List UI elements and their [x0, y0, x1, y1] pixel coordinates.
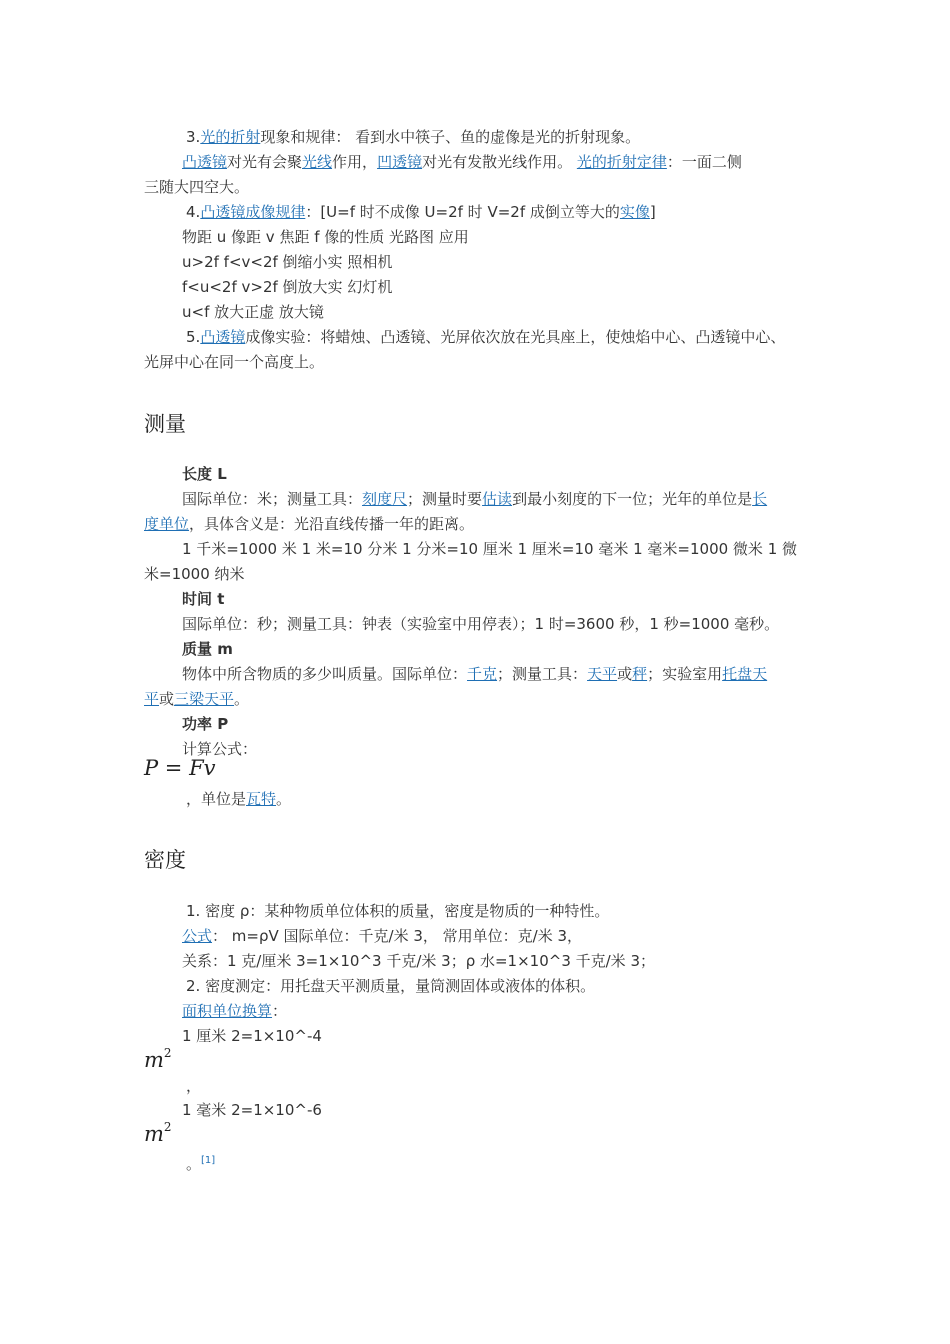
- link-imaging-rule[interactable]: 凸透镜成像规律: [200, 203, 306, 221]
- unit-square-meter-2: [144, 1122, 172, 1146]
- table-row: u>2f f<v<2f 倒缩小实 照相机: [182, 253, 393, 271]
- link-length-unit-cont[interactable]: 度单位: [144, 515, 190, 533]
- text: ；实验室用: [647, 665, 723, 683]
- link-length-unit[interactable]: 长: [752, 490, 768, 508]
- text: ：: [272, 1002, 288, 1020]
- link-real-image[interactable]: 实像: [619, 203, 650, 221]
- text: 。: [186, 1155, 202, 1173]
- text: ：[U=f 时不成像 U=2f 时 V=2f 成倒立等大的: [305, 203, 620, 221]
- subheading-mass: 质量 m: [182, 640, 233, 658]
- text: 物体中所含物质的多少叫质量。国际单位：: [182, 665, 468, 683]
- text: ，单位是: [186, 790, 247, 808]
- item-number: 4.: [186, 203, 201, 221]
- table-row: 物距 u 像距 v 焦距 f 像的性质 光路图 应用: [182, 228, 469, 246]
- text: 作用，: [332, 153, 378, 171]
- mass-line-cont: [144, 689, 249, 709]
- exponent: 2: [163, 1046, 172, 1060]
- link-convex-lens-2[interactable]: 凸透镜: [200, 328, 246, 346]
- link-watt[interactable]: 瓦特: [246, 790, 277, 808]
- link-concave-lens[interactable]: 凹透镜: [377, 153, 423, 171]
- density-item-2: 2. 密度测定：用托盘天平测质量，量筒测固体或液体的体积。: [186, 977, 596, 995]
- link-formula[interactable]: 公式: [182, 927, 213, 945]
- section-heading-density: 密度: [144, 848, 186, 872]
- optics-item-4: [186, 202, 656, 222]
- optics-item-3: [186, 127, 640, 147]
- time-line: 国际单位：秒；测量工具：钟表（实验室中用停表）；1 时=3600 秒，1 秒=1000 毫秒。: [182, 615, 780, 633]
- subheading-time: 时间 t: [182, 590, 225, 608]
- unit-square-meter: [144, 1048, 172, 1072]
- table-row: f<u<2f v>2f 倒放大实 幻灯机: [182, 278, 393, 296]
- item-text: 现象和规律： 看到水中筷子、鱼的虚像是光的折射现象。: [260, 128, 641, 146]
- link-kilogram[interactable]: 千克: [467, 665, 498, 683]
- link-refraction[interactable]: 光的折射: [200, 128, 261, 146]
- exponent: 2: [163, 1120, 172, 1134]
- power-unit-line: [186, 789, 291, 809]
- power-formula: P = Fv: [144, 756, 216, 780]
- length-line: [182, 489, 767, 509]
- table-row: u<f 放大正虚 放大镜: [182, 303, 324, 321]
- optics-item-5: [186, 327, 785, 347]
- formula-label: 计算公式：: [182, 740, 258, 758]
- text: 。: [276, 790, 292, 808]
- text: 国际单位：米；测量工具：: [182, 490, 363, 508]
- item-number: 5.: [186, 328, 201, 346]
- subheading-length: 长度 L: [182, 465, 227, 483]
- text: 对光有发散光线作用。: [422, 153, 577, 171]
- link-triple-beam[interactable]: 三梁天平: [174, 690, 235, 708]
- link-tray-balance-cont[interactable]: 平: [144, 690, 160, 708]
- subheading-power: 功率 P: [182, 715, 229, 733]
- text: ；测量时要: [407, 490, 483, 508]
- link-light-ray[interactable]: 光线: [302, 153, 333, 171]
- conversion-line: 1 千米=1000 米 1 米=10 分米 1 分米=10 厘米 1 厘米=10 毫米 1 毫米=1000 微米 1 微: [182, 540, 798, 558]
- lens-line: [182, 152, 742, 172]
- text: 成像实验：将蜡烛、凸透镜、光屏依次放在光具座上，使烛焰中心、凸透镜中心、: [245, 328, 786, 346]
- unit: m: [144, 1048, 164, 1072]
- reference-link[interactable]: [1]: [201, 1155, 216, 1166]
- link-ruler[interactable]: 刻度尺: [362, 490, 408, 508]
- area-line-2: 1 毫米 2=1×10^-6: [182, 1101, 322, 1119]
- area-comma: ，: [186, 1077, 202, 1095]
- text: 对光有会聚: [227, 153, 303, 171]
- length-line-cont: [144, 514, 474, 534]
- density-formula-line: [182, 926, 582, 946]
- lens-line-cont: 三随大四空大。: [144, 178, 250, 196]
- area-end: [186, 1151, 215, 1174]
- density-item-1: 1. 密度 ρ：某种物质单位体积的质量，密度是物质的一种特性。: [186, 902, 610, 920]
- text: 。: [234, 690, 250, 708]
- section-heading-measurement: 测量: [144, 412, 186, 436]
- link-area-conversion[interactable]: 面积单位换算: [182, 1002, 273, 1020]
- text: ]: [649, 203, 656, 221]
- density-relation: 关系：1 克/厘米 3=1×10^3 千克/米 3；ρ 水=1×10^3 千克/米 3；: [182, 952, 655, 970]
- unit: m: [144, 1122, 164, 1146]
- text: 或: [159, 690, 175, 708]
- link-scale[interactable]: 秤: [632, 665, 648, 683]
- area-conversion-heading: [182, 1001, 287, 1021]
- item-number: 3.: [186, 128, 201, 146]
- item5-cont: 光屏中心在同一个高度上。: [144, 353, 325, 371]
- text: ，具体含义是：光沿直线传播一年的距离。: [189, 515, 475, 533]
- conversion-line-cont: 米=1000 纳米: [144, 565, 245, 583]
- text: ： m=ρV 国际单位：千克/米 3， 常用单位：克/米 3，: [212, 927, 583, 945]
- link-convex-lens[interactable]: 凸透镜: [182, 153, 228, 171]
- link-estimate[interactable]: 估读: [482, 490, 513, 508]
- text: 到最小刻度的下一位；光年的单位是: [512, 490, 753, 508]
- link-tray-balance[interactable]: 托盘天: [722, 665, 768, 683]
- area-line-1: 1 厘米 2=1×10^-4: [182, 1027, 322, 1045]
- text: ；测量工具：: [497, 665, 588, 683]
- text: ：一面二侧: [666, 153, 742, 171]
- link-balance[interactable]: 天平: [587, 665, 618, 683]
- mass-line: [182, 664, 767, 684]
- link-refraction-law[interactable]: 光的折射定律: [576, 153, 667, 171]
- text: 或: [617, 665, 633, 683]
